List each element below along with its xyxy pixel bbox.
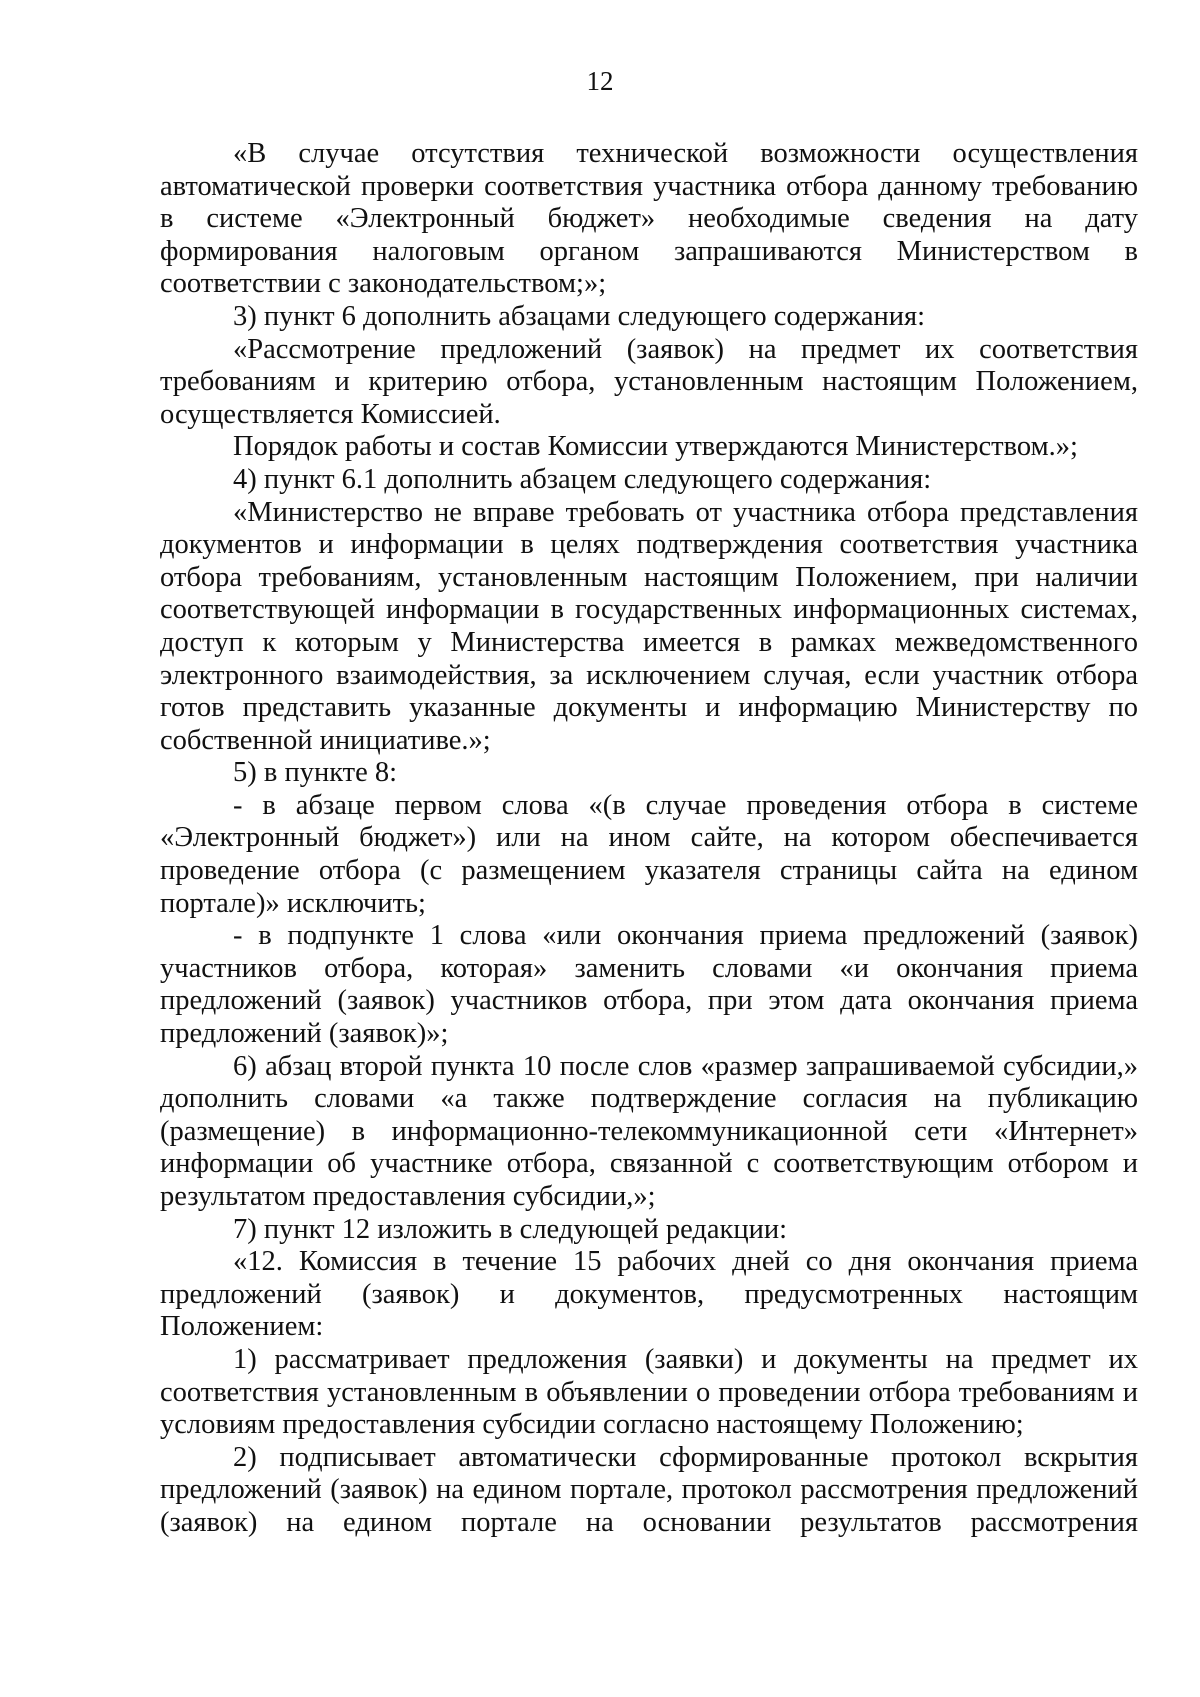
paragraph: 3) пункт 6 дополнить абзацами следующего содержания: (233, 300, 926, 332)
paragraph: «Рассмотрение предложений (заявок) на предмет их соответствия требованиям и критерию отбора, установленным настоящим Положением, осуществляется Комиссией. (160, 333, 1138, 430)
paragraph: - в абзаце первом слова «(в случае проведения отбора в системе «Электронный бюджет») или на ином сайте, на котором обеспечивается проведение отбора (с размещением указателя страницы сайта на едином портале)» исключить; (160, 789, 1138, 919)
paragraph: - в подпункте 1 слова «или окончания приема предложений (заявок) участников отбора, которая» заменить словами «и окончания приема предложений (заявок) участников отбора, при этом дата окончания приема предложений (заявок)»; (160, 920, 1138, 1050)
paragraph: 7) пункт 12 изложить в следующей редакции: (233, 1213, 788, 1245)
paragraph: «Министерство не вправе требовать от участника отбора представления документов и информации в целях подтверждения соответствия участника отбора требованиям, установленным настоящим Положением, при наличии соответствующей информации в государственных информационных системах, доступ к которым у Министерства имеется в рамках межведомственного электронного взаимодействия, за исключением случая, если участник отбора готов представить указанные документы и информацию Министерству по собственной инициативе.»; (160, 496, 1138, 756)
paragraph: 2) подписывает автоматически сформированные протокол вскрытия предложений (заявок) на едином портале, протокол рассмотрения предложений (заявок) на едином портале на основании результатов рассмотрения (160, 1441, 1138, 1538)
document-body (160, 138, 1138, 1540)
paragraph: «12. Комиссия в течение 15 рабочих дней со дня окончания приема предложений (заявок) и документов, предусмотренных настоящим Положением: (160, 1246, 1138, 1343)
page-number: 12 (586, 66, 614, 96)
paragraph: Порядок работы и состав Комиссии утверждаются Министерством.»; (233, 431, 1078, 463)
paragraph: 1) рассматривает предложения (заявки) и документы на предмет их соответствия установленным в объявлении о проведении отбора требованиям и условиям предоставления субсидии согласно настоящему Положению; (160, 1343, 1138, 1441)
paragraph: 4) пункт 6.1 дополнить абзацем следующего содержания: (233, 463, 932, 495)
paragraph: 5) в пункте 8: (233, 757, 398, 789)
paragraph: «В случае отсутствия технической возможности осуществления автоматической проверки соответствия участника отбора данному требованию в системе «Электронный бюджет» необходимые сведения на дату формирования налоговым органом запрашиваются Министерством в соответствии с законодательством;»; (160, 138, 1138, 300)
paragraph: 6) абзац второй пункта 10 после слов «размер запрашиваемой субсидии,» дополнить словами «а также подтверждение согласия на публикацию (размещение) в информационно-телекоммуникационной сети «Интернет» информации об участнике отбора, связанной с соответствующим отбором и результатом предоставления субсидии,»; (160, 1050, 1138, 1212)
